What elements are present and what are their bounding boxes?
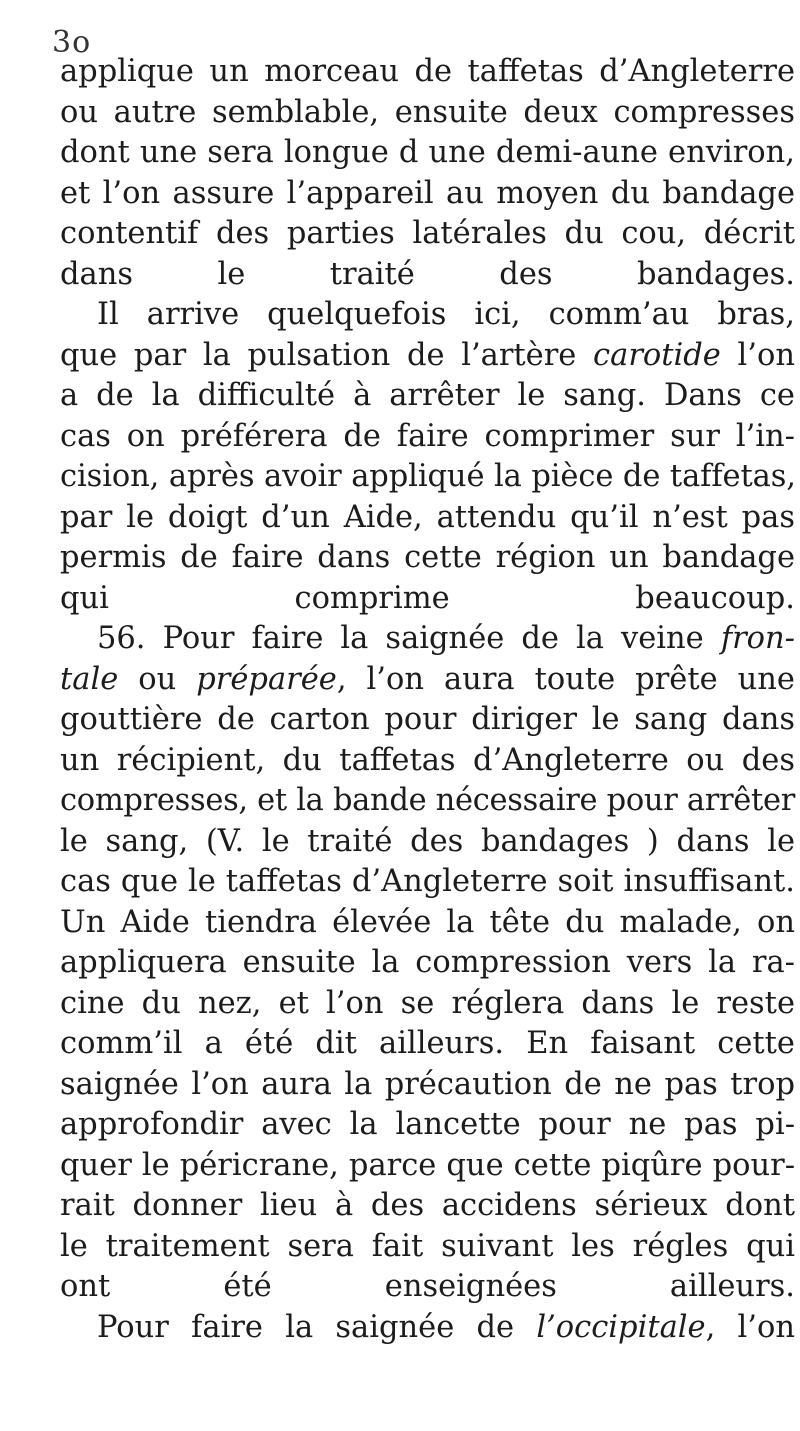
- text-line: [60, 498, 795, 539]
- line-text: , l’on: [705, 1309, 795, 1345]
- line-text: par le doigt d’un Aide, attendu qu’il n’est pas: [60, 499, 795, 535]
- text-line: [60, 174, 795, 215]
- italic-term: préparée: [196, 661, 337, 697]
- line-text: le traitement sera fait suivant les régles qui: [60, 1228, 795, 1264]
- text-line: [60, 781, 795, 822]
- body-text: [60, 52, 795, 1348]
- text-line: [60, 417, 795, 458]
- text-line: [60, 214, 795, 255]
- text-line: [60, 1105, 795, 1146]
- text-line: [60, 376, 795, 417]
- line-text: permis de faire dans cette région un bandage: [60, 540, 795, 575]
- italic-term: l’occipitale: [536, 1309, 706, 1345]
- text-line: [60, 700, 795, 741]
- line-text: 56. Pour faire la saignée de la veine: [97, 621, 721, 656]
- text-line: [60, 52, 795, 93]
- line-text: compresses, et la bande nécessaire pour arrêter: [60, 783, 795, 818]
- line-text: approfondir avec la lancette pour ne pas pi-: [60, 1107, 795, 1142]
- line-text: cine du nez, et l’on se réglera dans le reste: [60, 985, 795, 1021]
- line-text: rait donner lieu à des accidens sérieux dont: [60, 1188, 795, 1223]
- line-text: Un Aide tiendra élevée la tête du malade, on: [60, 904, 795, 940]
- page-number: 3o: [52, 25, 92, 60]
- line-text: , l’on aura toute prête une: [336, 661, 795, 697]
- text-line: [60, 457, 795, 498]
- line-text: que par la pulsation de l’artère: [60, 337, 594, 373]
- text-line: [60, 1065, 795, 1106]
- line-text: ont été enseignées ailleurs.: [60, 1269, 795, 1304]
- line-text: cas on préférera de faire comprimer sur l’in-: [60, 418, 795, 454]
- text-line: [60, 660, 795, 701]
- text-line: [60, 1186, 795, 1227]
- text-line: [60, 862, 795, 903]
- line-text: cas que le taffetas d’Angleterre soit insuffisant.: [60, 864, 795, 899]
- line-text: gouttière de carton pour diriger le sang dans: [60, 702, 795, 737]
- line-text: ou: [118, 661, 197, 697]
- line-text: cision, après avoir appliqué la pièce de taffetas,: [60, 459, 796, 494]
- line-text: appliquera ensuite la compression vers la ra-: [60, 945, 795, 980]
- text-line: [60, 133, 795, 174]
- line-text: quer le péricrane, parce que cette piqûre pour-: [60, 1147, 795, 1183]
- line-text: le sang, (V. le traité des bandages ) dans le: [60, 823, 795, 859]
- text-line: [60, 538, 795, 579]
- text-line: [60, 255, 795, 296]
- line-text: Pour faire la saignée de: [97, 1309, 537, 1345]
- line-text: qui comprime beaucoup.: [60, 580, 795, 616]
- line-text: l’on: [720, 337, 795, 373]
- text-line: [60, 1308, 795, 1349]
- text-line: [60, 741, 795, 782]
- text-line: [60, 822, 795, 863]
- text-line: [60, 984, 795, 1025]
- line-text: et l’on assure l’appareil au moyen du bandage: [60, 175, 795, 211]
- text-line: [60, 1267, 795, 1308]
- text-line: [60, 93, 795, 134]
- line-text: a de la difficulté à arrêter le sang. Dans ce: [60, 378, 795, 413]
- line-text: applique un morceau de taffetas d’Angleterre: [60, 54, 795, 89]
- italic-term: tale: [60, 661, 119, 697]
- line-text: un récipient, du taffetas d’Angleterre ou des: [60, 742, 795, 778]
- line-text: dans le traité des bandages.: [60, 256, 795, 292]
- text-line: [60, 295, 795, 336]
- line-text: comm’il a été dit ailleurs. En faisant cette: [60, 1026, 795, 1061]
- text-line: [60, 1146, 795, 1187]
- text-line: [60, 943, 795, 984]
- line-text: saignée l’on aura la précaution de ne pas trop: [60, 1066, 795, 1102]
- line-text: Il arrive quelquefois ici, comm’au bras,: [97, 297, 795, 332]
- text-line: [60, 1227, 795, 1268]
- text-line: [60, 336, 795, 377]
- line-text: dont une sera longue d une demi-aune environ,: [60, 135, 795, 170]
- italic-term: fron-: [720, 621, 795, 656]
- line-text: ou autre semblable, ensuite deux compresses: [60, 94, 795, 130]
- text-line: [60, 903, 795, 944]
- italic-term: carotide: [593, 337, 721, 373]
- text-line: [60, 619, 795, 660]
- text-line: [60, 1024, 795, 1065]
- line-text: contentif des parties latérales du cou, décrit: [60, 216, 795, 251]
- text-line: [60, 579, 795, 620]
